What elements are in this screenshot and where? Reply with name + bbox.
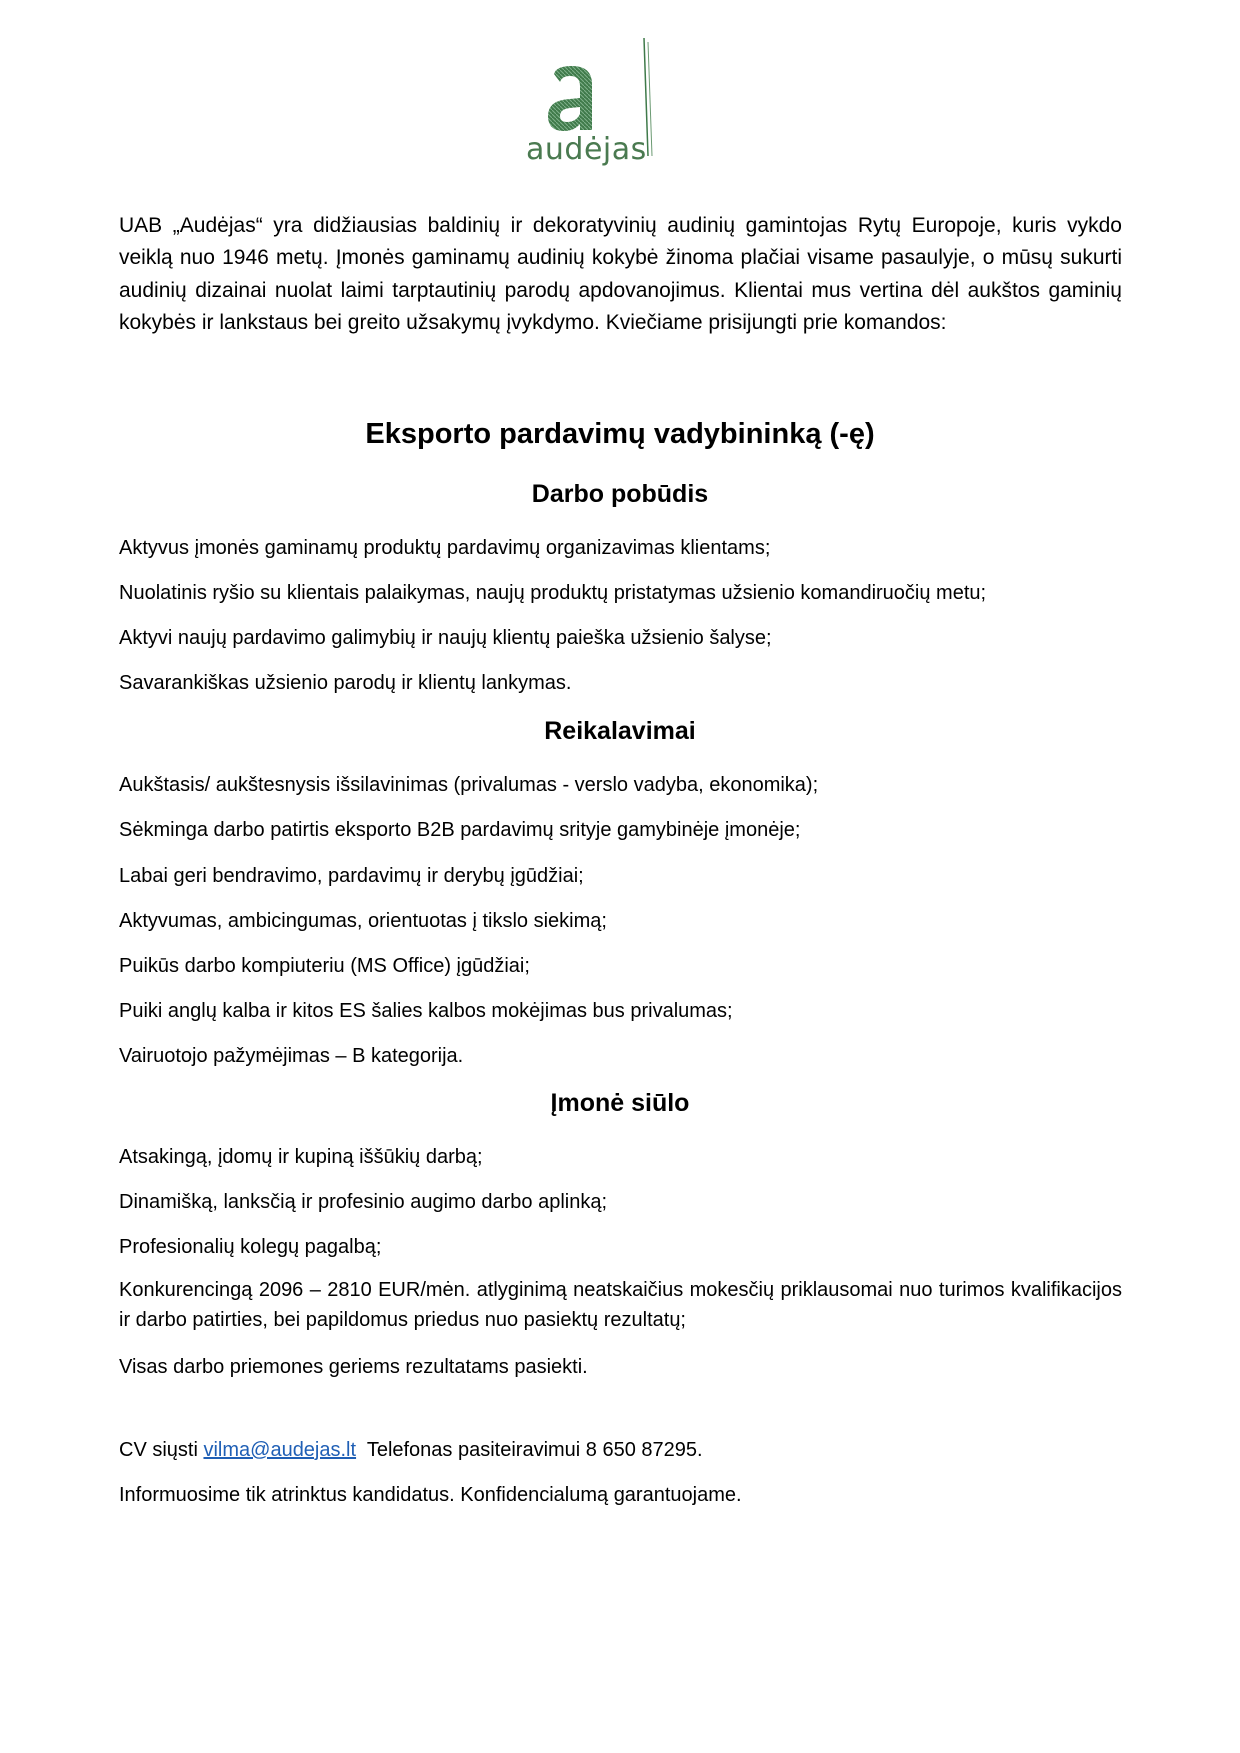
requirement-item: Puiki anglų kalba ir kitos ES šalies kalbos mokėjimas bus privalumas; xyxy=(119,1000,733,1022)
offer-item: Profesionalių kolegų pagalbą; xyxy=(119,1236,382,1258)
duty-item: Aktyvus įmonės gaminamų produktų pardavimų organizavimas klientams; xyxy=(119,537,771,559)
requirement-item: Aktyvumas, ambicingumas, orientuotas į tikslo siekimą; xyxy=(119,910,607,932)
job-title: Eksporto pardavimų vadybininką (-ę) xyxy=(365,418,875,450)
requirement-item: Vairuotojo pažymėjimas – B kategorija. xyxy=(119,1045,464,1067)
offer-item: Visas darbo priemones geriems rezultatams pasiekti. xyxy=(119,1356,588,1378)
section-title-offer: Įmonė siūlo xyxy=(550,1089,690,1117)
contact-line xyxy=(119,1436,1122,1464)
email-link[interactable]: vilma@audejas.lt xyxy=(203,1439,357,1461)
phone-text: Telefonas pasiteiravimui 8 650 87295. xyxy=(356,1439,703,1461)
offer-item: Atsakingą, įdomų ir kupiną iššūkių darbą; xyxy=(119,1146,483,1168)
cv-prefix: CV siųsti xyxy=(119,1439,204,1461)
offer-item: Dinamišką, lanksčią ir profesinio augimo darbo aplinką; xyxy=(119,1191,608,1213)
duty-item: Aktyvi naujų pardavimo galimybių ir naujų klientų paieška užsienio šalyse; xyxy=(119,627,772,649)
requirement-item: Sėkminga darbo patirtis eksporto B2B pardavimų srityje gamybinėje įmonėje; xyxy=(119,819,801,841)
company-logo xyxy=(520,38,670,178)
logo-wordmark: audėjas xyxy=(526,132,647,167)
duty-item: Nuolatinis ryšio su klientais palaikymas, naujų produktų pristatymas užsienio komandiruočių metu; xyxy=(119,582,987,604)
section-title-requirements: Reikalavimai xyxy=(544,717,696,745)
intro-paragraph: UAB „Audėjas“ yra didžiausias baldinių ir dekoratyvinių audinių gamintojas Rytų Europoje, kuris vykdo veiklą nuo 1946 metų. Įmonės gaminamų audinių kokybė žinoma plačiai visame pasaulyje, o mūsų sukurti audinių dizainai nuolat laimi tarptautinių parodų apdovanojimus. Klientai mus vertina dėl aukštos gaminių kokybės ir lankstaus bei greito užsakymų įvykdymo. Kviečiame prisijungti prie komandos: xyxy=(119,214,1122,335)
section-title-duties: Darbo pobūdis xyxy=(531,480,709,508)
requirement-item: Labai geri bendravimo, pardavimų ir derybų įgūdžiai; xyxy=(119,865,584,887)
duty-item: Savarankiškas užsienio parodų ir klientų lankymas. xyxy=(119,672,572,694)
offer-item: Konkurencingą 2096 – 2810 EUR/mėn. atlyginimą neatskaičius mokesčių priklausomai nuo turimos kvalifikacijos ir darbo patirties, bei papildomus priedus nuo pasiektų rezultatų; xyxy=(119,1279,1122,1331)
requirement-item: Puikūs darbo kompiuteriu (MS Office) įgūdžiai; xyxy=(119,955,530,977)
confidentiality-note: Informuosime tik atrinktus kandidatus. Konfidencialumą garantuojame. xyxy=(119,1484,742,1506)
requirement-item: Aukštasis/ aukštesnysis išsilavinimas (privalumas - verslo vadyba, ekonomika); xyxy=(119,774,819,796)
